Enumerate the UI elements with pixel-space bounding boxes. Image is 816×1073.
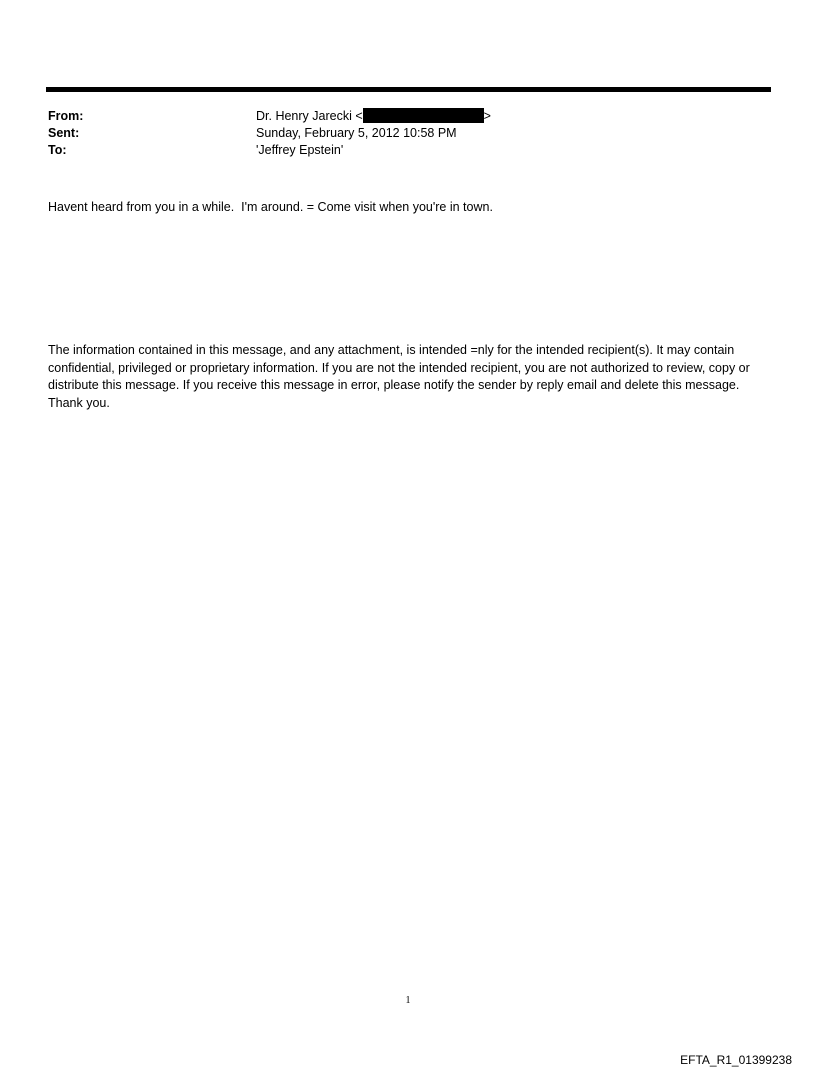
from-row — [48, 108, 748, 125]
from-value — [256, 108, 748, 125]
to-row — [48, 142, 748, 159]
sent-label: Sent: — [48, 126, 80, 140]
page-number: 1 — [405, 995, 411, 1006]
document-id: EFTA_R1_01399238 — [680, 1053, 792, 1067]
to-label: To: — [48, 143, 67, 157]
sender-name: Dr. Henry Jarecki — [256, 109, 352, 123]
to-value: 'Jeffrey Epstein' — [256, 143, 344, 157]
email-close-bracket: > — [483, 109, 491, 123]
sent-value: Sunday, February 5, 2012 10:58 PM — [256, 126, 457, 140]
sent-row — [48, 125, 748, 142]
from-label: From: — [48, 109, 84, 123]
confidentiality-disclaimer: The information contained in this message, and any attachment, is intended =nly for the intended recipient(s). It may contain confidential, privileged or proprietary information. If you are not the intended recipient, you are not authorized to review, copy or distribute this message. If you receive this message in error, please notify the sender by reply email and delete this message. Thank you. — [48, 343, 750, 410]
email-open-bracket: < — [355, 109, 363, 123]
header-divider — [46, 87, 771, 92]
message-body: Havent heard from you in a while. I'm around. = Come visit when you're in town. — [48, 200, 493, 214]
redacted-email-block — [363, 108, 484, 123]
email-header — [48, 108, 748, 159]
